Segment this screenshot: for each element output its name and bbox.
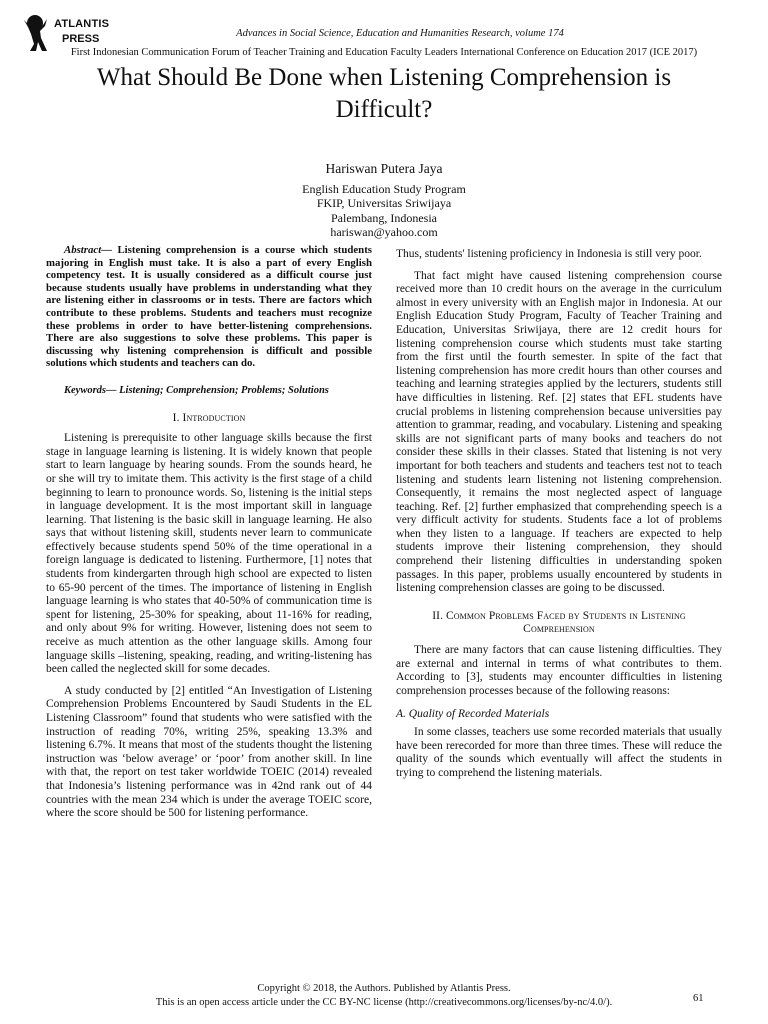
journal-name: Advances in Social Science, Education and Humanities Research, volume 174 [236,28,564,39]
section-heading-common-problems [396,610,722,637]
right-paragraph-1: Thus, students' listening proficiency in Indonesia is still very poor. [396,248,702,260]
subsection-heading-a: A. Quality of Recorded Materials [396,708,550,721]
abstract-label: Abstract— [64,244,112,256]
section-heading-line-2: Comprehension [523,623,595,636]
author-block [234,162,534,240]
affiliation-program: English Education Study Program [302,181,466,196]
footer [0,982,768,1010]
subsection-a-paragraph: In some classes, teachers use some recorded materials that usually have been rerecorded for more than three times. These will reduce the quality of the sounds which eventually will affect the students in trying to comprehend the listening materials. [396,726,722,779]
license-line: This is an open access article under the CC BY-NC license (http://creativecommons.org/licenses/by-nc/4.0/). [155,997,613,1008]
keywords: Keywords— Listening; Comprehension; Problems; Solutions [64,384,329,396]
section-heading-line-1: II. Common Problems Faced by Students in Listening [432,609,686,622]
logo-text-press: PRESS [62,33,100,45]
section2-paragraph-1: There are many factors that can cause listening difficulties. They are external and internal in terms of what contributes to them. According to [3], students may encounter difficulties in listening comprehension processes because of the following reasons: [396,644,722,697]
right-paragraph-2: That fact might have caused listening comprehension course received more than 10 credit hours on the average in the curriculum almost in every university with an English major in Indonesia. At our English Education Study Program, Faculty of Teacher Training and Education, Universitas Sriwijaya, there are 12 credit hours for listening comprehension course which students must take starting from the first until the fourth semester. In spite of the fact that listening comprehension has more credit hours than other courses and teaching and learning strategies applied by the lecturers, students still have difficulties in listening. Ref. [2] states that EFL students have crucial problems in listening comprehension because universities pay attention to grammar, reading, and vocabulary. Listening and speaking skills are not significant parts of many books and teachers do not consider these skills in their classes. Stated that listening is not very important for both teachers and students and teachers test not to teach listening and students learn listening not listening comprehension. Consequently, it remains the most neglected aspect of language teaching. Ref. [2] further emphasized that comprehending speech is a very difficult activity for students. Students face a lot of problems when they listen to a language. If teachers are expected to help students improve their listening comprehension, they should comprehend their listening difficulties in understanding spoken passages. In this paper, problems usually encountered by students in listening comprehension classes are going to be discussed. [396,269,722,595]
abstract-text: Listening comprehension is a course which students majoring in English must take. It is also a part of every English competency test. It is usually considered as a difficult course just because students usually have problems in understanding what they are listening either in classrooms or in tests. There are factors which contribute to these problems. Students and teachers must recognize these problems in order to have better-listening comprehensions. There are also suggestions to solve these problems. This paper is discussing why listening comprehension is difficult and possible solutions which students and teachers can do. [46,244,372,370]
intro-paragraph-2: A study conducted by [2] entitled “An Investigation of Listening Comprehension Problems Encountered by Saudi Students in the EL Listening Classroom” found that students who were satisfied with the instruction of reading 70%, writing 25%, speaking 13.3% and listening 6.7%. It means that most of the students thought the listening instruction was ‘below average’ or ‘poor’ from another skill. In line with that, the report on test taker worldwide TOEIC (2014) revealed that Indonesia’s listening performance was in 42nd rank out of 44 countries with the mean 234 which is under the average TOEIC score, where the score should be 500 for listening performance. [46,684,372,820]
page-number: 61 [693,993,704,1004]
author-name: Hariswan Putera Jaya [325,161,443,176]
abstract [46,244,372,370]
right-column [396,248,722,780]
affiliation-city: Palembang, Indonesia [331,210,437,225]
conference-name: First Indonesian Communication Forum of Teacher Training and Education Faculty Leaders International Conference on Education 2017 (ICE 2017) [70,47,698,58]
author-email: hariswan@yahoo.com [330,225,438,239]
left-column [46,244,372,821]
intro-paragraph-1: Listening is prerequisite to other language skills because the first stage in language learning is listening. It is widely known that people start to learn language by hearing sounds. From the sounds heard, he or she will try to imitate them. This activity is the first stage of a child beginning to learn to pronounce words. So, listening is the initial steps in language development. It is the most important skill in language learning. That listening is the basic skill in language learning. He also says that without listening skill, students never learn to communicate effectively because students spend 50% of the time operational in a foreign language is dedicated to listening. Furthermore, [1] notes that students from kindergarten through high school are expected to listen to 65-90 percent of the times. The importance of listening in English language learning is who states that 40-50% of communication time is spent for listening, 25-30% for speaking, about 11-16% for reading, and only about 9% for writing. However, listening does not seem to receive as much attention as the other language skills. Among four language skills –listening, speaking, reading, and writing-listening has been called the neglected skill for some decades. [46,432,372,676]
copyright-line: Copyright © 2018, the Authors. Published by Atlantis Press. [257,983,511,994]
paper-title: What Should Be Done when Listening Comprehension is Difficult? [96,64,672,123]
logo-text-atlantis: ATLANTIS [54,18,110,30]
affiliation-faculty: FKIP, Universitas Sriwijaya [316,196,452,210]
section-heading-introduction: I. Introduction [172,411,246,424]
